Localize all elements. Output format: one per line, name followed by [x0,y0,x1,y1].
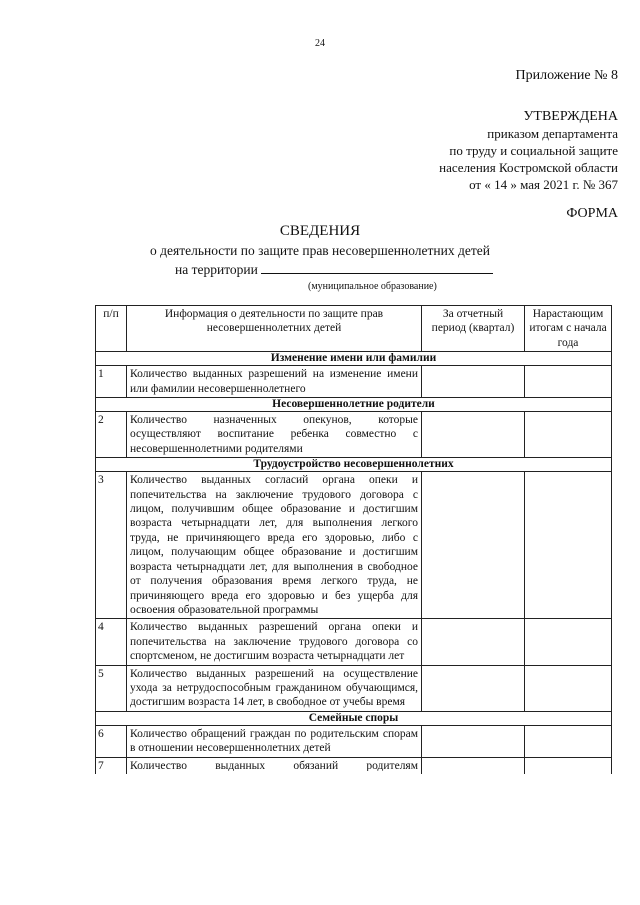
period-value-cell[interactable] [422,412,525,458]
row-number: 2 [96,412,127,458]
row-text: Количество выданных согласий органа опеки и попечительства на заключение трудового договора с лицом, получившим общее образование и достигшим возраста четырнадцати лет, для выполнения легкого труда, не причиняющего вреда его здоровью, либо с лицом, получающим общее образование и достигшим возраста четырнадцати лет, для выполнения в свободное от получения образования время легкого труда, не причиняющего вреда его здоровью и без ущерба для освоения образовательной программы [127,472,422,619]
approval-line: по труду и социальной защите [449,143,618,158]
table-row [96,412,612,458]
row-text: Количество выданных обязаний родителям [130,759,418,771]
territory-blank [261,261,493,274]
territory-label: на территории [175,262,258,277]
row-number: 6 [96,725,127,757]
table-header-row [96,306,612,352]
activity-table [95,305,612,774]
form-label: ФОРМА [566,206,618,221]
section-title: Семейные споры [96,711,612,725]
cumulative-value-cell[interactable] [525,619,612,665]
document-heading: СВЕДЕНИЯ [279,223,361,239]
header-period: За отчетный период (квартал) [422,306,525,352]
row-text: Количество назначенных опекунов, которые осуществляют воспитание ребенка совместно с несовершеннолетними родителями [127,412,422,458]
table-row [96,472,612,619]
territory-line [175,261,493,278]
row-number: 4 [96,619,127,665]
row-text: Количество выданных разрешений органа опеки и попечительства на заключение трудового договора со спортсменом, не достигшим возраста четырнадцати лет [127,619,422,665]
section-row [96,458,612,472]
period-value-cell[interactable] [422,725,525,757]
row-text: Количество выданных разрешений на изменение имени или фамилии несовершеннолетнего [127,366,422,398]
approval-line: приказом департамента [487,126,618,141]
row-number: 5 [96,665,127,711]
table-row [96,619,612,665]
header-cumulative: Нарастающим итогам с начала года [525,306,612,352]
page-number: 24 [315,38,325,49]
row-number: 7 [96,757,127,774]
row-text: Количество обращений граждан по родительским спорам в отношении несовершеннолетних детей [127,725,422,757]
header-info: Информация о деятельности по защите прав несовершеннолетних детей [127,306,422,352]
section-title: Изменение имени или фамилии [96,352,612,366]
row-text-cell [127,757,422,774]
table-row [96,725,612,757]
period-value-cell[interactable] [422,619,525,665]
period-value-cell[interactable] [422,757,525,774]
document-subheading: о деятельности по защите прав несовершеннолетних детей [150,243,490,258]
appendix-label: Приложение № 8 [515,68,618,83]
table-row [96,665,612,711]
table-row [96,757,612,774]
row-number: 1 [96,366,127,398]
row-number: 3 [96,472,127,619]
cumulative-value-cell[interactable] [525,725,612,757]
approval-line: населения Костромской области [439,160,618,175]
row-text: Количество выданных разрешений на осуществление ухода за нетрудоспособным гражданином обучающимся, достигшим возраста 14 лет, в свободное от учебы время [127,665,422,711]
period-value-cell[interactable] [422,665,525,711]
approval-block [439,108,618,193]
period-value-cell[interactable] [422,472,525,619]
cumulative-value-cell[interactable] [525,472,612,619]
header-num: п/п [96,306,127,352]
section-row [96,398,612,412]
cumulative-value-cell[interactable] [525,757,612,774]
section-row [96,711,612,725]
table-row [96,366,612,398]
section-title: Трудоустройство несовершеннолетних [96,458,612,472]
approval-line: от « 14 » мая 2021 г. № 367 [469,177,618,192]
cumulative-value-cell[interactable] [525,366,612,398]
cumulative-value-cell[interactable] [525,665,612,711]
section-row [96,352,612,366]
territory-note: (муниципальное образование) [308,281,437,292]
approval-title: УТВЕРЖДЕНА [523,109,618,124]
period-value-cell[interactable] [422,366,525,398]
cumulative-value-cell[interactable] [525,412,612,458]
section-title: Несовершеннолетние родители [96,398,612,412]
